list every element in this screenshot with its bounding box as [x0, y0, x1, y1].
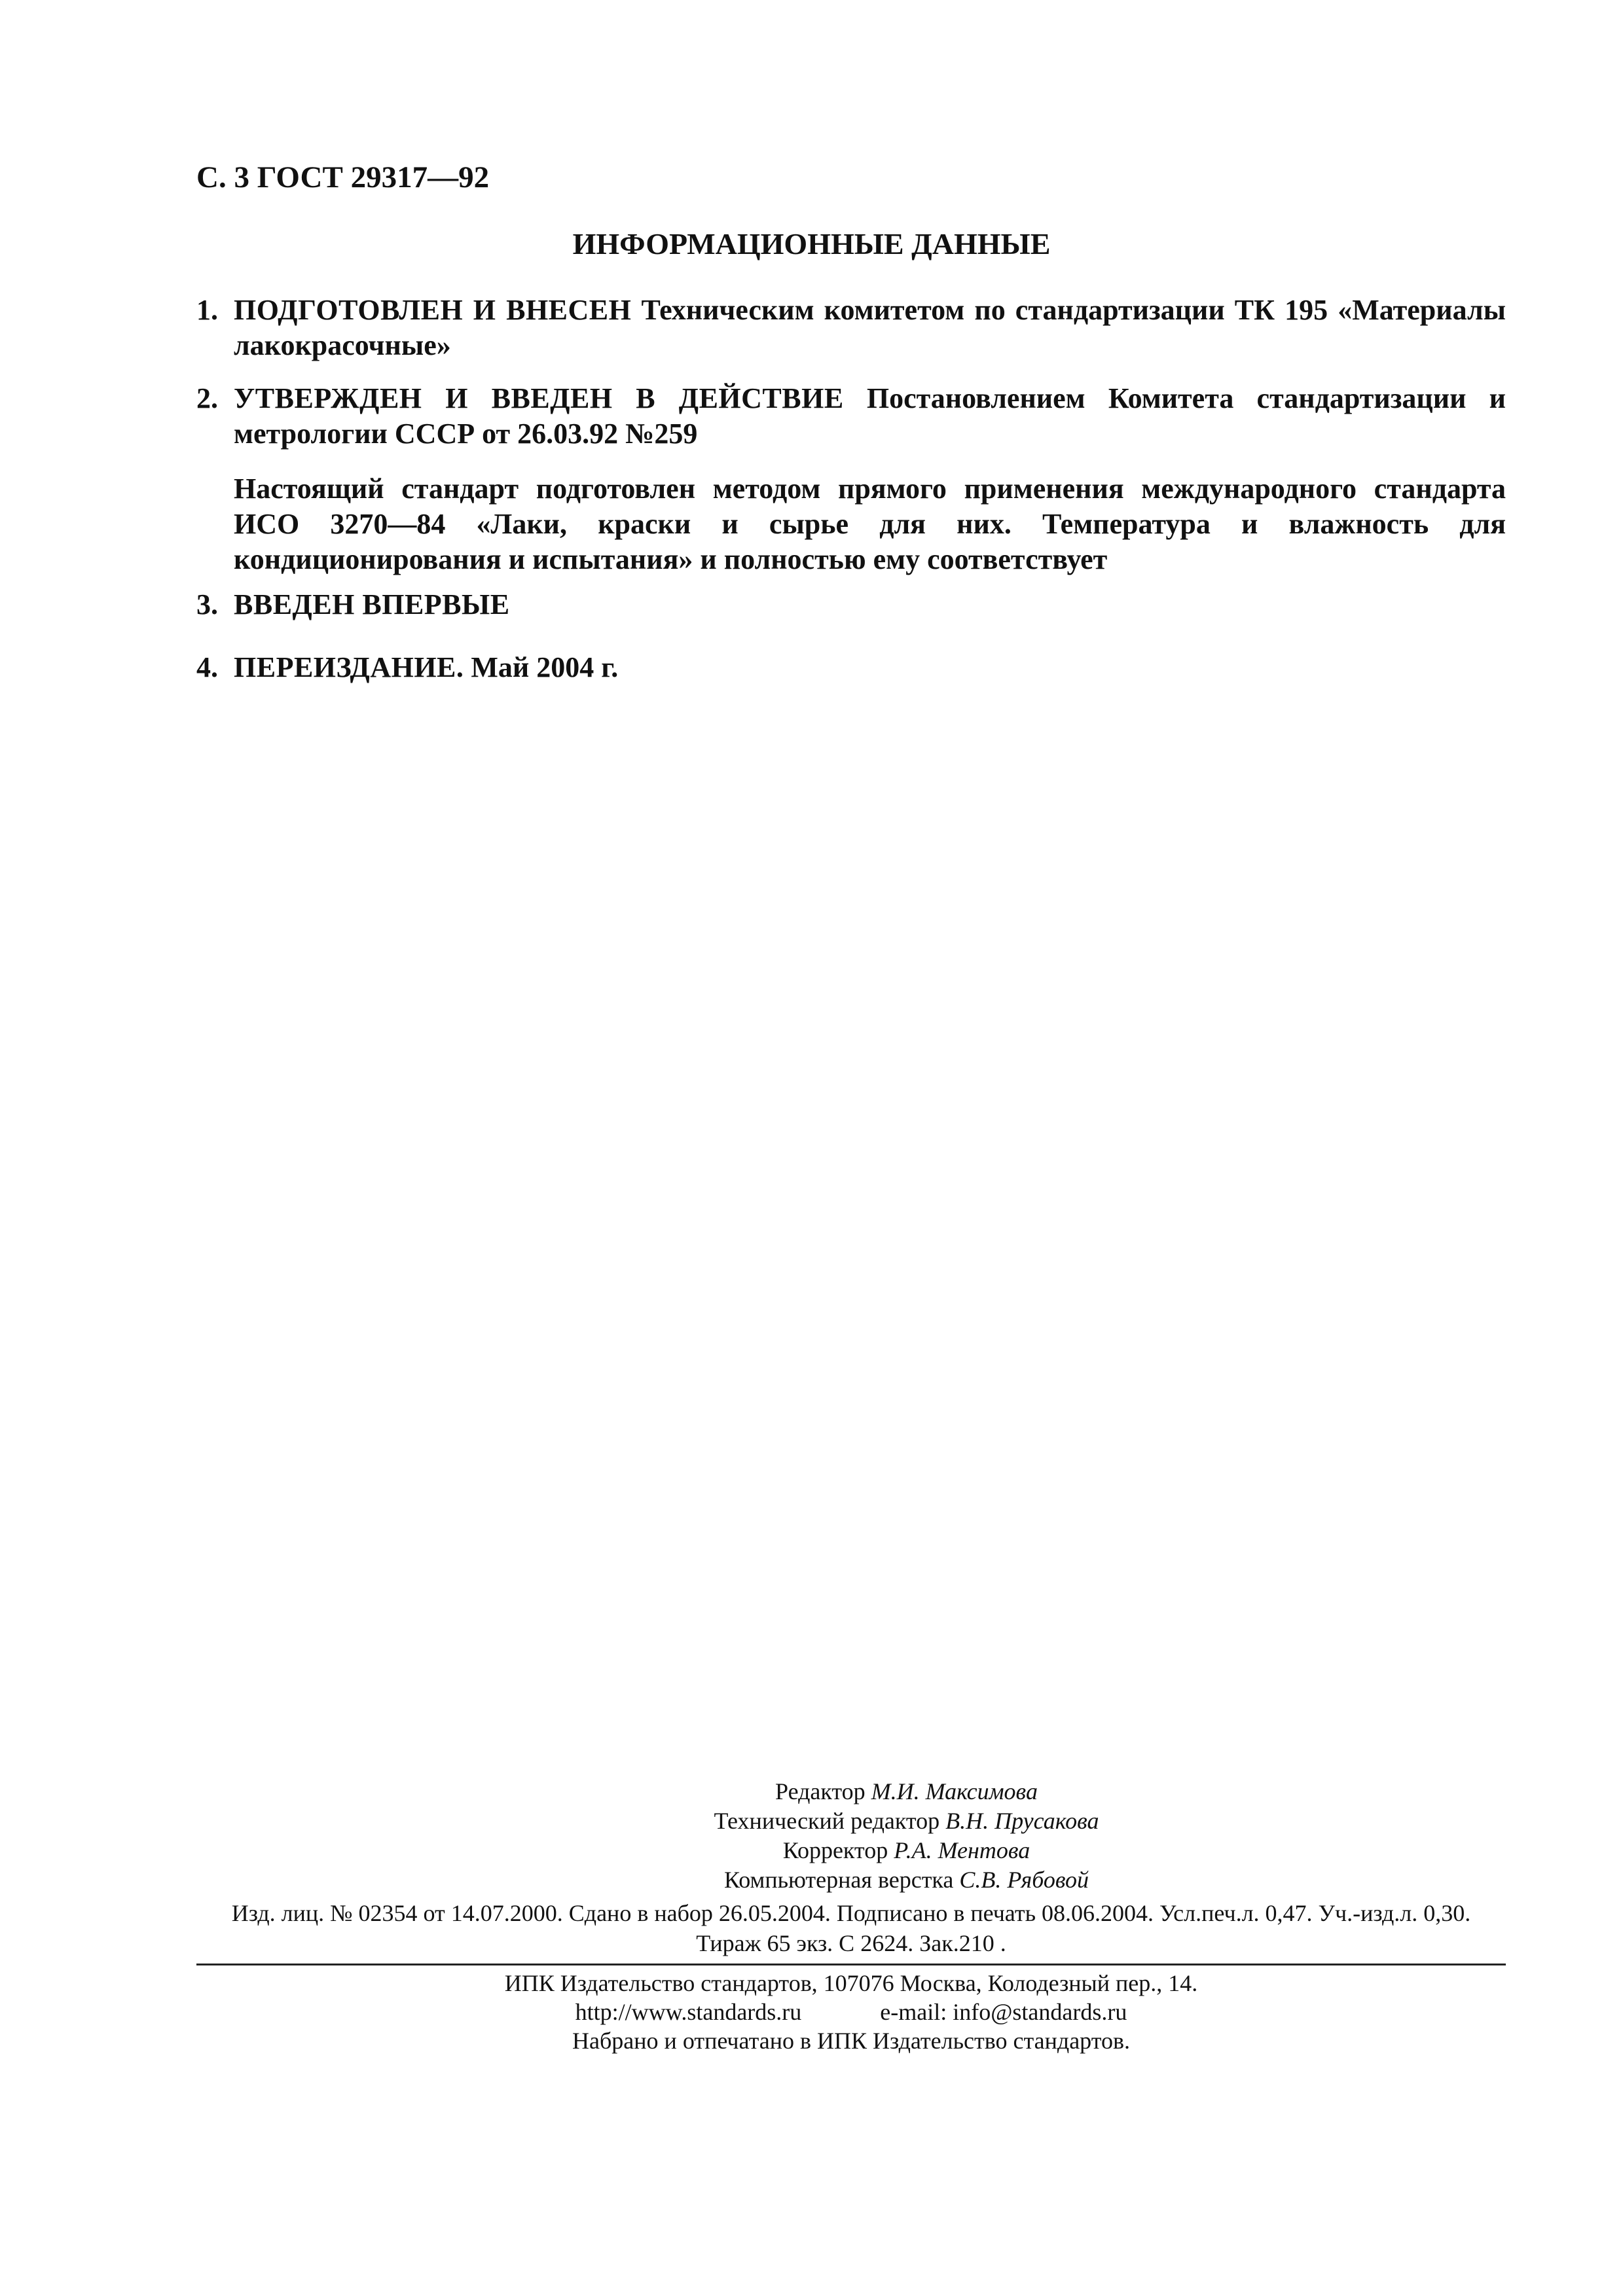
info-item-4 [196, 650, 1506, 685]
credit-role: Технический редактор [714, 1808, 940, 1834]
publisher-address: ИПК Издательство стандартов, 107076 Москва, Колодезный пер., 14. [504, 1970, 1198, 1996]
publisher-contacts [196, 1998, 1506, 2026]
divider-rule [196, 1964, 1506, 1965]
item-number: 4. [196, 651, 218, 683]
item-number: 3. [196, 588, 218, 620]
credit-proofreader [0, 1836, 1623, 1865]
page-header: С. 3 ГОСТ 29317—92 [196, 160, 490, 194]
section-title: ИНФОРМАЦИОННЫЕ ДАННЫЕ [572, 227, 1051, 260]
item-number: 2. [196, 382, 218, 414]
item-text [234, 587, 1506, 622]
credit-role: Компьютерная верстка [724, 1867, 954, 1893]
credit-name: В.Н. Прусакова [945, 1808, 1099, 1834]
credit-role: Корректор [782, 1837, 888, 1863]
credit-name: М.И. Максимова [871, 1778, 1038, 1804]
info-note: Настоящий стандарт подготовлен методом прямого применения международного стандарта ИСО 3270—84 «Лаки, краски и сырье для них. Температура и влажность для кондиционирования и испытания» и полностью ему соответствует [234, 473, 1506, 575]
item-body: Постановлением Комитета стандартизации и метрологии СССР от 26.03.92 №259 [234, 382, 1506, 450]
item-body: Техническим комитетом по стандартизации ТК 195 «Материалы лакокрасочные» [234, 294, 1506, 361]
credit-technical-editor [0, 1806, 1623, 1836]
item-body: Май 2004 г. [464, 651, 619, 683]
item-lead: УТВЕРЖДЕН И ВВЕДЕН В ДЕЙСТВИЕ [234, 382, 844, 414]
publisher-website: http://www.standards.ru [575, 1999, 802, 2025]
publisher-block [196, 1969, 1506, 2055]
info-item-1 [196, 293, 1506, 363]
credit-layout [0, 1865, 1623, 1895]
item-number: 1. [196, 294, 218, 326]
credit-role: Редактор [775, 1778, 866, 1804]
imprint-line: Изд. лиц. № 02354 от 14.07.2000. Сдано в набор 26.05.2004. Подписано в печать 08.06.2004. Усл.печ.л. 0,47. Уч.-изд.л. 0,30. [231, 1900, 1471, 1926]
publisher-email: e-mail: info@standards.ru [880, 1999, 1127, 2025]
info-item-2 [196, 381, 1506, 452]
item-lead: ПЕРЕИЗДАНИЕ. [234, 651, 464, 683]
imprint-line: Тираж 65 экз. С 2624. Зак.210 . [696, 1930, 1006, 1956]
credit-name: Р.А. Ментова [894, 1837, 1030, 1863]
credit-editor [0, 1777, 1623, 1806]
credits-block [0, 1777, 1623, 1895]
imprint-block [196, 1898, 1506, 1958]
info-item-3 [196, 587, 1506, 622]
credit-name: С.В. Рябовой [959, 1867, 1089, 1893]
item-text [234, 381, 1506, 452]
item-text [234, 293, 1506, 363]
item-lead: ПОДГОТОВЛЕН И ВНЕСЕН [234, 294, 632, 326]
publisher-printing-note: Набрано и отпечатано в ИПК Издательство стандартов. [572, 2028, 1130, 2054]
item-lead: ВВЕДЕН ВПЕРВЫЕ [234, 588, 510, 620]
item-text [234, 650, 1506, 685]
